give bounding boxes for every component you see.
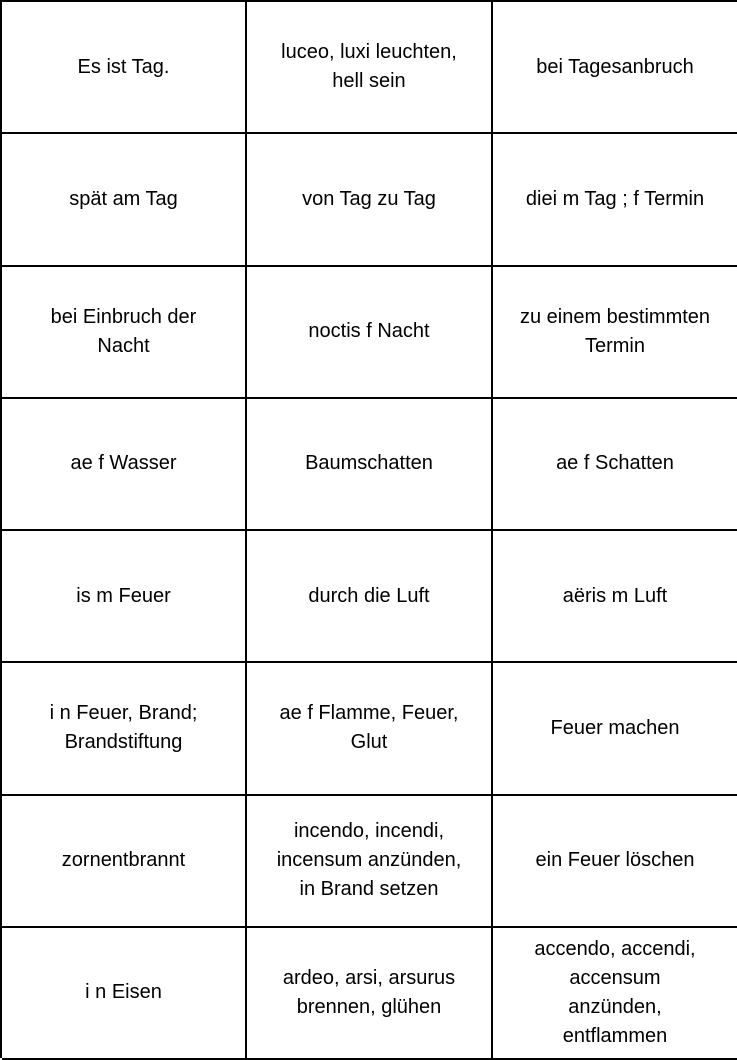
card-cell: luceo, luxi leuchten, hell sein [247,2,493,134]
card-cell: Feuer machen [493,663,737,795]
card-cell: aëris m Luft [493,531,737,663]
card-cell: durch die Luft [247,531,493,663]
card-cell: Es ist Tag. [2,2,247,134]
card-cell: diei m Tag ; f Termin [493,134,737,266]
card-cell: noctis f Nacht [247,267,493,399]
card-cell: ae f Wasser [2,399,247,531]
card-cell: ardeo, arsi, arsurus brennen, glühen [247,928,493,1060]
card-cell: accendo, accendi, accensum anzünden, entflammen [493,928,737,1060]
card-cell: bei Tagesanbruch [493,2,737,134]
card-cell: incendo, incendi, incensum anzünden, in Brand setzen [247,796,493,928]
card-cell: ae f Schatten [493,399,737,531]
card-cell: zornentbrannt [2,796,247,928]
card-cell: Baumschatten [247,399,493,531]
card-cell: is m Feuer [2,531,247,663]
card-cell: ein Feuer löschen [493,796,737,928]
card-cell: zu einem bestimmten Termin [493,267,737,399]
card-cell: spät am Tag [2,134,247,266]
card-cell: i n Eisen [2,928,247,1060]
card-cell: ae f Flamme, Feuer, Glut [247,663,493,795]
card-cell: bei Einbruch der Nacht [2,267,247,399]
card-cell: von Tag zu Tag [247,134,493,266]
card-cell: i n Feuer, Brand; Brandstiftung [2,663,247,795]
